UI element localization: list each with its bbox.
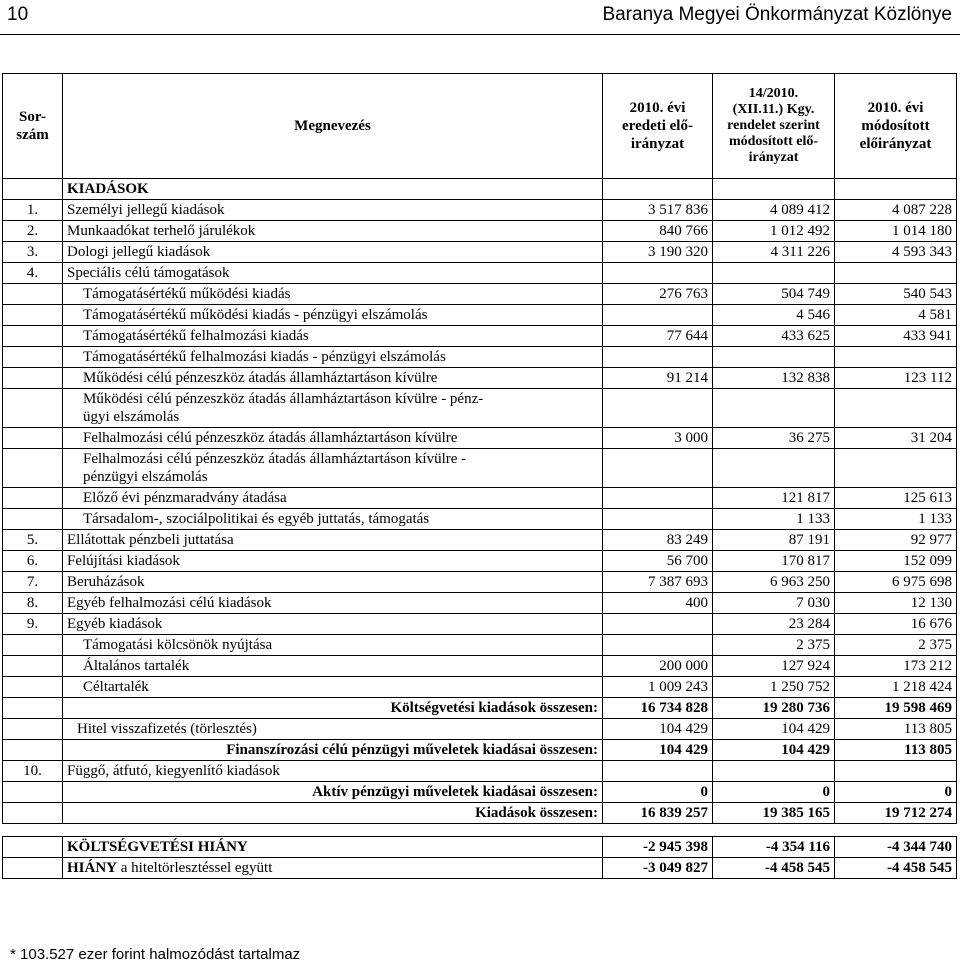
table-header-row <box>3 74 957 179</box>
loan-repayment-row <box>3 719 957 740</box>
row-index <box>3 782 63 803</box>
cell-original: 77 644 <box>603 326 713 347</box>
cell-original: 1 009 243 <box>603 677 713 698</box>
cell-modified: 4 593 343 <box>835 242 957 263</box>
row-index <box>3 428 63 449</box>
cell-original <box>603 761 713 782</box>
column-header-modified: 2010. évi módosított előirányzat <box>835 74 957 179</box>
cell-original: 104 429 <box>603 719 713 740</box>
cell-modified <box>835 449 957 488</box>
row-name: Felhalmozási célú pénzeszköz átadás államháztartáson kívülre - pénzügyi elszámolás <box>63 449 603 488</box>
cell-decree: 104 429 <box>713 719 835 740</box>
cell-decree: 127 924 <box>713 656 835 677</box>
cell-decree: 19 385 165 <box>713 803 835 824</box>
cell-original: -3 049 827 <box>603 858 713 879</box>
cell-decree: 19 280 736 <box>713 698 835 719</box>
row-name: Támogatási kölcsönök nyújtása <box>63 635 603 656</box>
row-name: Függő, átfutó, kiegyenlítő kiadások <box>63 761 603 782</box>
cell-modified: 19 712 274 <box>835 803 957 824</box>
row-index: 7. <box>3 572 63 593</box>
row-index: 6. <box>3 551 63 572</box>
page-number: 10 <box>7 4 29 25</box>
cell-modified <box>835 389 957 428</box>
row-index <box>3 740 63 761</box>
row-name: Céltartalék <box>63 677 603 698</box>
row-index: 4. <box>3 263 63 284</box>
row-name: Előző évi pénzmaradvány átadása <box>63 488 603 509</box>
cell-original: 56 700 <box>603 551 713 572</box>
cell-decree <box>713 449 835 488</box>
cell-decree <box>713 389 835 428</box>
cell-original: 7 387 693 <box>603 572 713 593</box>
cell-decree: 1 012 492 <box>713 221 835 242</box>
cell-modified: 113 805 <box>835 740 957 761</box>
deficit-row <box>3 837 957 858</box>
spacer-cell <box>713 824 835 837</box>
table-row <box>3 200 957 221</box>
cell-original <box>603 509 713 530</box>
row-index <box>3 698 63 719</box>
spacer-cell <box>3 824 63 837</box>
cell-decree: -4 458 545 <box>713 858 835 879</box>
table-row <box>3 656 957 677</box>
row-name: Támogatásértékű működési kiadás - pénzügyi elszámolás <box>63 305 603 326</box>
cell-original: 0 <box>603 782 713 803</box>
table-row <box>3 326 957 347</box>
cell-modified: 4 087 228 <box>835 200 957 221</box>
table-row <box>3 530 957 551</box>
table-row <box>3 389 957 428</box>
table-row <box>3 488 957 509</box>
spacer-cell <box>63 824 603 837</box>
row-index <box>3 719 63 740</box>
cell-original: 276 763 <box>603 284 713 305</box>
row-label: KÖLTSÉGVETÉSI HIÁNY <box>63 837 603 858</box>
cell-decree: 170 817 <box>713 551 835 572</box>
cell-original: 200 000 <box>603 656 713 677</box>
cell-modified <box>835 263 957 284</box>
cell-modified <box>835 347 957 368</box>
cell-modified: 173 212 <box>835 656 957 677</box>
row-index <box>3 368 63 389</box>
cell-modified: 540 543 <box>835 284 957 305</box>
cell-decree: -4 354 116 <box>713 837 835 858</box>
cell-modified: 152 099 <box>835 551 957 572</box>
row-name: Egyéb kiadások <box>63 614 603 635</box>
cell-modified: 1 014 180 <box>835 221 957 242</box>
cell-original: 16 839 257 <box>603 803 713 824</box>
table-row <box>3 221 957 242</box>
row-index: 2. <box>3 221 63 242</box>
cell-modified: 19 598 469 <box>835 698 957 719</box>
cell-decree: 104 429 <box>713 740 835 761</box>
row-index <box>3 635 63 656</box>
row-index: 3. <box>3 242 63 263</box>
cell-decree: 2 375 <box>713 635 835 656</box>
table-row <box>3 284 957 305</box>
cell-original <box>603 635 713 656</box>
row-name: Ellátottak pénzbeli juttatása <box>63 530 603 551</box>
cell-decree: 4 311 226 <box>713 242 835 263</box>
row-name: Személyi jellegű kiadások <box>63 200 603 221</box>
cell-decree: 1 133 <box>713 509 835 530</box>
table-row <box>3 347 957 368</box>
row-index <box>3 858 63 879</box>
row-name: Felhalmozási célú pénzeszköz átadás államháztartáson kívülre <box>63 428 603 449</box>
cell-modified: 12 130 <box>835 593 957 614</box>
table-row <box>3 263 957 284</box>
row-index <box>3 449 63 488</box>
row-index <box>3 488 63 509</box>
row-label-bold: HIÁNY <box>67 860 118 876</box>
cell-modified: -4 344 740 <box>835 837 957 858</box>
table-row <box>3 242 957 263</box>
cell-modified: 113 805 <box>835 719 957 740</box>
cell-original <box>603 305 713 326</box>
row-name: Támogatásértékű felhalmozási kiadás - pénzügyi elszámolás <box>63 347 603 368</box>
cell-modified: 16 676 <box>835 614 957 635</box>
publication-title: Baranya Megyei Önkormányzat Közlönye <box>602 4 952 25</box>
cell-original: -2 945 398 <box>603 837 713 858</box>
cell-decree: 4 089 412 <box>713 200 835 221</box>
row-index: 5. <box>3 530 63 551</box>
row-index <box>3 284 63 305</box>
section-title-row <box>3 179 957 200</box>
cell-original <box>603 449 713 488</box>
cell-modified: 92 977 <box>835 530 957 551</box>
table-row <box>3 305 957 326</box>
row-label: Aktív pénzügyi műveletek kiadásai összesen: <box>63 782 603 803</box>
row-index <box>3 803 63 824</box>
cell-modified: 125 613 <box>835 488 957 509</box>
row-index <box>3 656 63 677</box>
cell-decree: 23 284 <box>713 614 835 635</box>
cell-decree <box>713 263 835 284</box>
row-index: 10. <box>3 761 63 782</box>
deficit-with-loan-row <box>3 858 957 879</box>
row-index <box>3 347 63 368</box>
table-row <box>3 368 957 389</box>
cell-original: 3 517 836 <box>603 200 713 221</box>
table-row <box>3 428 957 449</box>
cell-modified <box>835 761 957 782</box>
cell-decree: 87 191 <box>713 530 835 551</box>
cell-original: 91 214 <box>603 368 713 389</box>
cell-decree <box>713 347 835 368</box>
cell-modified: 4 581 <box>835 305 957 326</box>
column-header-decree: 14/2010. (XII.11.) Kgy. rendelet szerint módosított elő- irányzat <box>713 74 835 179</box>
row-label <box>63 858 603 879</box>
expenditure-total-row <box>3 803 957 824</box>
row-index: 1. <box>3 200 63 221</box>
row-name: Működési célú pénzeszköz átadás államháztartáson kívülre - pénz- ügyi elszámolás <box>63 389 603 428</box>
financing-total-row <box>3 740 957 761</box>
row-index: 9. <box>3 614 63 635</box>
row-index: 8. <box>3 593 63 614</box>
row-name: Társadalom-, szociálpolitikai és egyéb juttatás, támogatás <box>63 509 603 530</box>
cell-modified: 1 218 424 <box>835 677 957 698</box>
cell-decree: 0 <box>713 782 835 803</box>
spacer-row <box>3 824 957 837</box>
cell-modified: 433 941 <box>835 326 957 347</box>
cell-modified: 1 133 <box>835 509 957 530</box>
budget-total-row <box>3 698 957 719</box>
cell-original: 400 <box>603 593 713 614</box>
row-label: Hitel visszafizetés (törlesztés) <box>63 719 603 740</box>
row-name: Támogatásértékű felhalmozási kiadás <box>63 326 603 347</box>
active-total-row <box>3 782 957 803</box>
cell-decree: 4 546 <box>713 305 835 326</box>
column-header-name: Megnevezés <box>63 74 603 179</box>
expenditure-table <box>2 73 957 879</box>
column-header-index: Sor- szám <box>3 74 63 179</box>
section-title: KIADÁSOK <box>63 179 603 200</box>
cell-decree: 7 030 <box>713 593 835 614</box>
table-row <box>3 614 957 635</box>
row-index <box>3 389 63 428</box>
row-label-rest: a hiteltörlesztéssel együtt <box>117 860 273 876</box>
cell-original: 840 766 <box>603 221 713 242</box>
table-row <box>3 677 957 698</box>
cell-original: 16 734 828 <box>603 698 713 719</box>
cell-original <box>603 614 713 635</box>
row-name: Munkaadókat terhelő járulékok <box>63 221 603 242</box>
row-index <box>3 509 63 530</box>
cell-decree: 132 838 <box>713 368 835 389</box>
row-label: Finanszírozási célú pénzügyi műveletek kiadásai összesen: <box>63 740 603 761</box>
table-row <box>3 593 957 614</box>
row-name: Speciális célú támogatások <box>63 263 603 284</box>
row-name: Egyéb felhalmozási célú kiadások <box>63 593 603 614</box>
cell-decree <box>713 761 835 782</box>
row-name: Általános tartalék <box>63 656 603 677</box>
row-name: Beruházások <box>63 572 603 593</box>
cell-decree: 1 250 752 <box>713 677 835 698</box>
row-name: Dologi jellegű kiadások <box>63 242 603 263</box>
row-name: Működési célú pénzeszköz átadás államháztartáson kívülre <box>63 368 603 389</box>
cell-original <box>603 389 713 428</box>
cell-decree: 6 963 250 <box>713 572 835 593</box>
cell-modified: 2 375 <box>835 635 957 656</box>
cell-decree: 504 749 <box>713 284 835 305</box>
table-row <box>3 449 957 488</box>
cell-decree: 36 275 <box>713 428 835 449</box>
cell-decree: 433 625 <box>713 326 835 347</box>
row-index <box>3 305 63 326</box>
page-header <box>0 0 960 40</box>
cell-modified: -4 458 545 <box>835 858 957 879</box>
table-row <box>3 551 957 572</box>
row-index <box>3 677 63 698</box>
table-row <box>3 761 957 782</box>
table-row <box>3 509 957 530</box>
table-row <box>3 572 957 593</box>
cell-modified: 6 975 698 <box>835 572 957 593</box>
cell-original <box>603 347 713 368</box>
row-index <box>3 837 63 858</box>
row-name: Támogatásértékű működési kiadás <box>63 284 603 305</box>
cell-modified: 0 <box>835 782 957 803</box>
cell-original: 104 429 <box>603 740 713 761</box>
spacer-cell <box>835 824 957 837</box>
column-header-original: 2010. évi eredeti elő- irányzat <box>603 74 713 179</box>
row-label: Költségvetési kiadások összesen: <box>63 698 603 719</box>
footnote: * 103.527 ezer forint halmozódást tartalmaz <box>10 946 301 963</box>
cell-decree: 121 817 <box>713 488 835 509</box>
header-rule <box>0 34 960 35</box>
cell-modified: 31 204 <box>835 428 957 449</box>
spacer-cell <box>603 824 713 837</box>
row-index <box>3 326 63 347</box>
cell-modified: 123 112 <box>835 368 957 389</box>
cell-original: 3 000 <box>603 428 713 449</box>
cell-original <box>603 488 713 509</box>
table-row <box>3 635 957 656</box>
row-name: Felújítási kiadások <box>63 551 603 572</box>
cell-original: 3 190 320 <box>603 242 713 263</box>
cell-original <box>603 263 713 284</box>
row-label: Kiadások összesen: <box>63 803 603 824</box>
cell-original: 83 249 <box>603 530 713 551</box>
